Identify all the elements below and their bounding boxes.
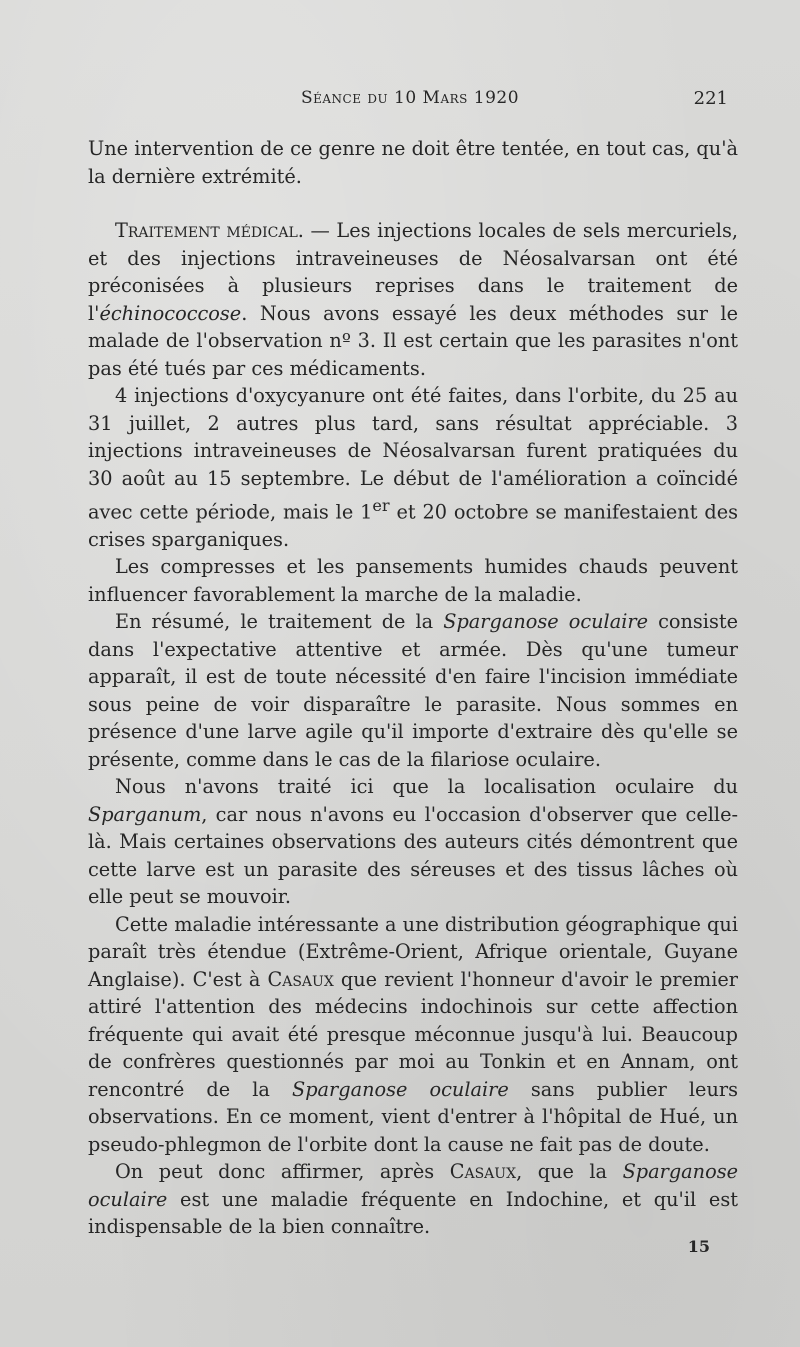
paragraph-traitement-italic: échinococcose (99, 301, 242, 325)
paragraph-distribution-italic: Sparganose oculaire (291, 1077, 509, 1101)
paragraph-localisation-text-b: , car nous n'avons eu l'occasion d'observer que celle-là. Mais certaines observations des auteurs cités démontrent que cette larve est un parasite des séreuses et des tissus lâches où elle peut se mouvoir. (88, 802, 738, 909)
paragraph-traitement (88, 217, 738, 382)
superscript-er: er (372, 496, 390, 515)
paragraph-distribution (88, 911, 738, 1159)
paragraph-resume-text-a: En résumé, le traitement de la (115, 610, 444, 634)
paragraph-distribution-text-b: que revient l'honneur d'avoir le premier attiré l'attention des médecins indochinois sur cette affection fréquente qui avait été presque méconnue jusqu'à lui. Beaucoup de confrères questionnés par moi au Tonkin et en Annam, ont rencontré de la (88, 967, 738, 1101)
author-casaux: Casaux (267, 967, 334, 991)
paragraph-injections-text-a: 4 injections d'oxycyanure ont été faites, dans l'orbite, du 25 au 31 juillet, 2 autres plus tard, sans résultat appréciable. 3 injections intraveineuses de Néosalvarsan furent pratiquées du 30 août au 15 septembre. Le début de l'amélioration a coïncidé avec cette période, mais le 1 (88, 384, 738, 524)
running-title: Séance du 10 Mars 1920 (300, 88, 520, 108)
signature-mark: 15 (687, 1237, 710, 1256)
paragraph-localisation-text-a: Nous n'avons traité ici que la localisation oculaire du (115, 775, 738, 799)
paragraph-conclusion-italic: Sparganose oculaire (88, 1160, 738, 1211)
paragraph-resume-text-b: consiste dans l'expectative attentive et armée. Dès qu'une tumeur apparaît, il est de toute nécessité d'en faire l'incision immédiate sous peine de voir disparaître le parasite. Nous sommes en présence d'une larve agile qu'il importe d'extraire dès qu'elle se présente, comme dans le cas de la filariose oculaire. (88, 610, 739, 771)
paragraph-traitement-text-b: . Nous avons essayé les deux méthodes sur le malade de l'observation nº 3. Il est certain que les parasites n'ont pas été tués par ces médicaments. (88, 301, 738, 380)
paragraph-distribution-text-c: sans publier leurs observations. En ce moment, vient d'entrer à l'hôpital de Hué, un pseudo-phlegmon de l'orbite dont la cause ne fait pas de doute. (88, 1077, 738, 1156)
paragraph-distribution-text-a: Cette maladie intéressante a une distribution géographique qui paraît très étendue (Extrême-Orient, Afrique orientale, Guyane Anglaise). C'est à (88, 912, 738, 991)
paragraph-conclusion (88, 1158, 738, 1241)
paragraph-compresses (88, 553, 738, 608)
paragraph-injections (88, 382, 738, 553)
paragraph-conclusion-text-b: , que la (516, 1160, 623, 1184)
paragraph-compresses-text: Les compresses et les pansements humides chauds peuvent influencer favorablement la marche de la maladie. (88, 555, 738, 606)
paragraph-injections-text-b: et 20 octobre se manifestaient des crises sparganiques. (88, 500, 738, 551)
paragraph-localisation-italic: Sparganum (88, 802, 202, 826)
paragraph-traitement-text-a: — Les injections locales de sels mercuriels, et des injections intraveineuses de Néosalvarsan ont été préconisées à plusieurs reprises dans le traitement de l' (88, 219, 738, 325)
page-number: 221 (693, 88, 728, 109)
page-header (90, 88, 730, 118)
paragraph-resume (88, 608, 738, 773)
author-casaux-2: Casaux (449, 1160, 517, 1184)
section-heading: Traitement médical. (115, 219, 304, 242)
paragraph-localisation (88, 773, 738, 911)
body-text (88, 135, 738, 1241)
paragraph-intro (88, 135, 738, 190)
paragraph-intro-text: Une intervention de ce genre ne doit être tentée, en tout cas, qu'à la dernière extrémité. (88, 137, 738, 188)
paragraph-conclusion-text-a: On peut donc affirmer, après (115, 1160, 450, 1184)
paragraph-conclusion-text-c: est une maladie fréquente en Indochine, et qu'il est indispensable de la bien connaître. (88, 1187, 738, 1239)
paragraph-resume-italic: Sparganose oculaire (443, 610, 649, 634)
